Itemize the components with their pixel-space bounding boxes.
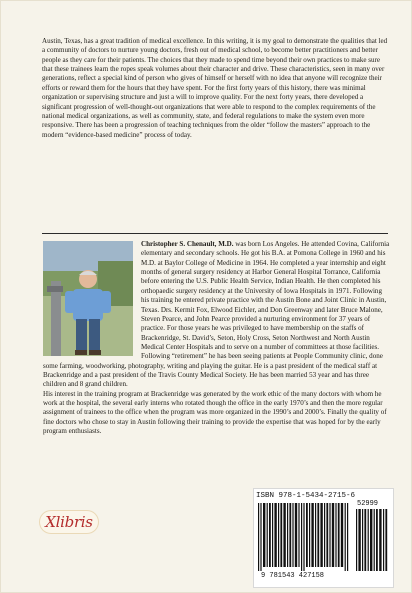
bio-paragraph-2: His interest in the training program at Brackenridge was generated by the work ethic of the many doctors with whom he work at the hospital, the several early interns who rotated though the office in the early 1970’s and then the more regular assignment of trainees to the office when the program was more organized in the 1990’s and 2000’s. Finally the quality of fine doctors who chose to stay in Austin following their training to provide the expertise that was hoped for by the early program enthusiasts. (43, 389, 387, 436)
author-name: Christopher S. Chenault, M.D. (141, 240, 234, 248)
barcode-number: 9 781543 427158 (261, 572, 325, 580)
book-description: Austin, Texas, has a great tradition of medical excellence. In this writing, it is my goal to demonstrate the qualities that led a community of doctors to nurture young doctors, fresh out of medical school, to become better practitioners and better people as they care for their patients. The choices that they made to spend time beyond their own practices to make sure that these trainees learn the ropes speak volumes about their character and drive. These characteristics, seen in many over generations, reflect a special kind of person who gives of himself or herself with no idea that anyone will recognize their efforts or reward them for the hours that they have spent. For the first forty years of this history, there was minimal organization or supervising structure and just a will to improve quality. For the next forty years, there developed a significant progression of well-thought-out organizations that were able to respond to the complex requirements of the national medical organizations, as well as community, state, and federal regulations to make the system even more responsive. There has been a progression of teaching techniques from the older “follow the masters” approach to the modern “evidence-based medicine” process of today. (42, 37, 388, 139)
barcode-addon-number: 52999 (357, 500, 379, 508)
bio-text-1: was born Los Angeles. He attended Covina, California elementary and secondary schools. He got his B.A. at Pomona College in 1960 and his M.D. at Baylor College of Medicine in 1964. He completed a year internship and eight months of general surgery residency at Harbor General Hospital Torrance, California before entering the U.S. Public Health Service, Indian Health. He then completed his orthopaedic surgery residency at the University of Iowa Hospitals in 1971. Following his training he entered private practice with the Austin Bone and Joint Clinic in Austin, Texas. Drs. Kermit Fox, Elwood Eichler, and Don Greenway and later Bruce Malone, Steven Pearce, and John Pearce provided a nurturing environment for 37 years of practice. For those years he was privileged to have membership on the staffs of Brackenridge, St. David’s, Seton, Holy Cross, Seton Northwest and North Austin Medical Center Hospitals and to serve on a number of committees at those facilities. Following “retirement” he has been seeing patients at People Community clinic, done some farming, woodworking, photography, writing and playing the guitar. He is a past president of the medical staff at Brackenridge and a past president of the Travis County Medical Society. He has been married 53 year and has three children and 8 grand children. (43, 240, 390, 389)
publisher-logo: Xlibris (40, 511, 98, 533)
isbn-barcode (258, 503, 353, 571)
isbn-label: ISBN 978-1-5434-2715-6 (256, 492, 356, 500)
section-divider (42, 233, 388, 234)
addon-barcode (356, 509, 388, 571)
author-bio (43, 240, 390, 437)
